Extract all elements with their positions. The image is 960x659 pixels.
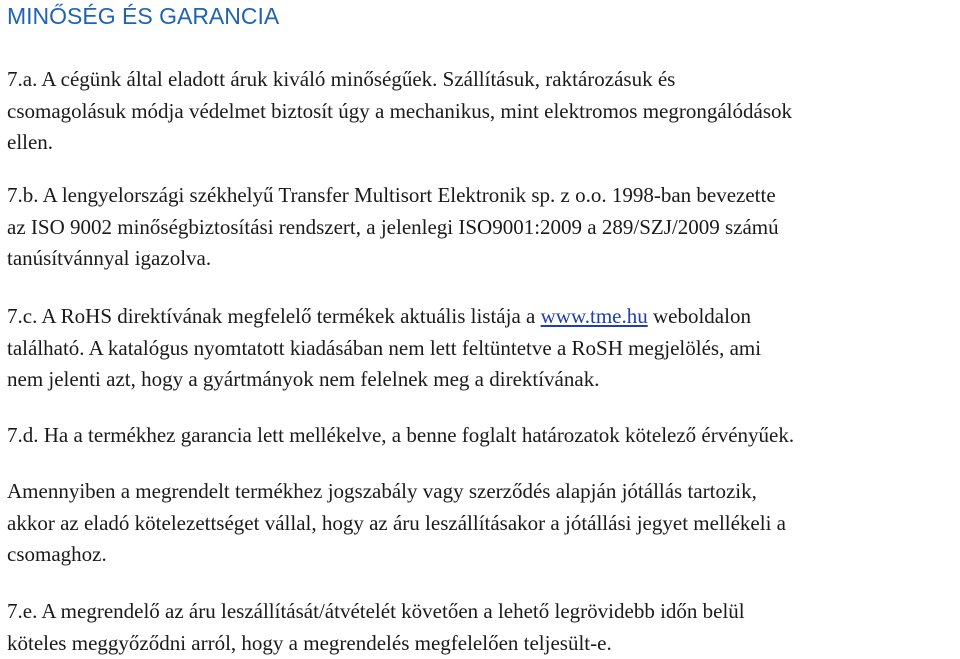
paragraph-7b-line-3: tanúsítvánnyal igazolva. [7,243,957,275]
paragraph-7c-line-2: található. A katalógus nyomtatott kiadásában nem lett feltüntetve a RoSH megjelölés, ami [7,333,957,365]
paragraph-7a-line-3: ellen. [7,127,957,159]
paragraph-7d [7,420,957,452]
paragraph-7c-line-1-tail: weboldalon [648,304,751,328]
paragraph-7a [7,64,957,159]
tme-website-link[interactable]: www.tme.hu [541,304,648,328]
paragraph-7c-line-1 [7,301,957,333]
section-heading: MINŐSÉG ÉS GARANCIA [7,1,279,31]
paragraph-7d-line-1: 7.d. Ha a termékhez garancia lett mellékelve, a benne foglalt határozatok kötelező érvényűek. [7,420,957,452]
paragraph-warranty-line-2: akkor az eladó kötelezettséget vállal, hogy az áru leszállításakor a jótállási jegyet mellékeli a [7,508,957,540]
paragraph-7e-line-1: 7.e. A megrendelő az áru leszállítását/átvételét követően a lehető legrövidebb időn belül [7,596,957,628]
paragraph-7c [7,301,957,396]
paragraph-7e [7,596,957,659]
paragraph-7b [7,180,957,275]
paragraph-warranty-line-3: csomaghoz. [7,539,957,571]
paragraph-7c-line-1-text: 7.c. A RoHS direktívának megfelelő termékek aktuális listája a [7,304,541,328]
paragraph-warranty [7,476,957,571]
paragraph-7b-line-1: 7.b. A lengyelországi székhelyű Transfer Multisort Elektronik sp. z o.o. 1998-ban bevezette [7,180,957,212]
paragraph-7b-line-2: az ISO 9002 minőségbiztosítási rendszert, a jelenlegi ISO9001:2009 a 289/SZJ/2009 számú [7,212,957,244]
paragraph-7a-line-1: 7.a. A cégünk által eladott áruk kiváló minőségűek. Szállításuk, raktározásuk és [7,64,957,96]
paragraph-7a-line-2: csomagolásuk módja védelmet biztosít úgy a mechanikus, mint elektromos megrongálódások [7,96,957,128]
paragraph-warranty-line-1: Amennyiben a megrendelt termékhez jogszabály vagy szerződés alapján jótállás tartozik, [7,476,957,508]
paragraph-7e-line-2: köteles meggyőződni arról, hogy a megrendelés megfelelően teljesült-e. [7,628,957,659]
paragraph-7c-line-3: nem jelenti azt, hogy a gyártmányok nem felelnek meg a direktívának. [7,364,957,396]
